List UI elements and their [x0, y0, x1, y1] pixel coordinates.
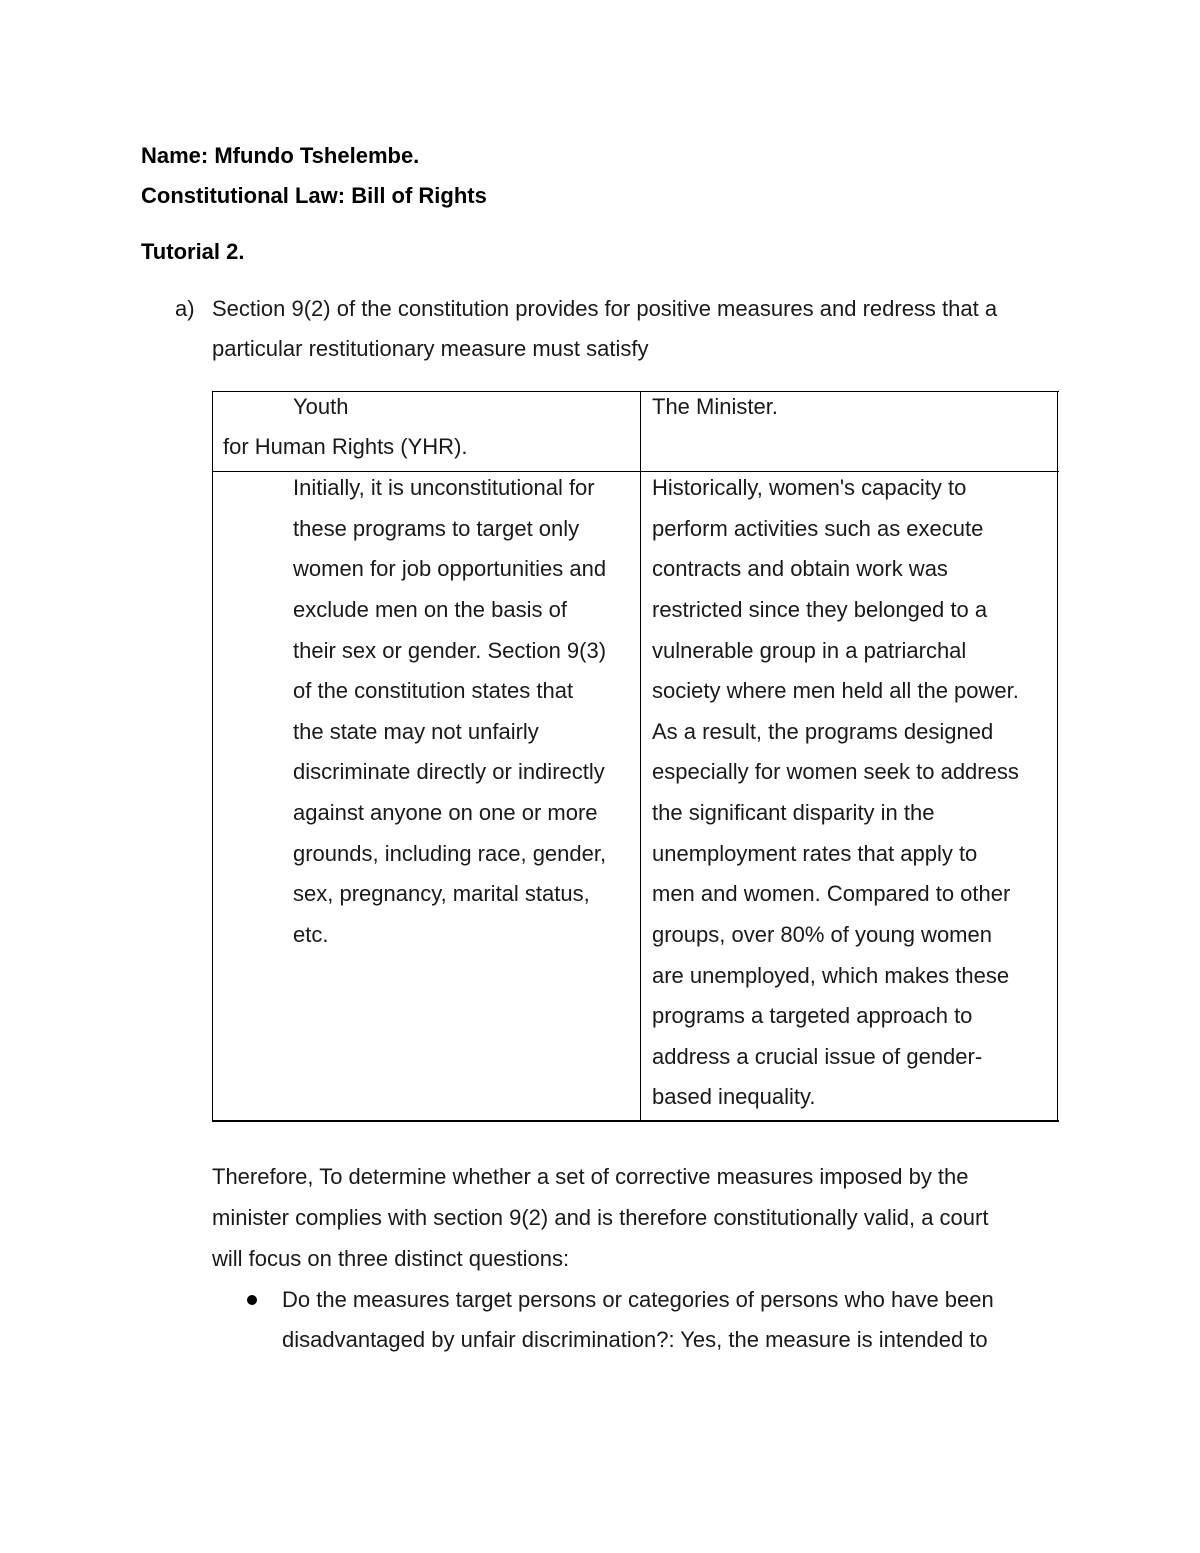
tutorial-title: Tutorial 2. — [141, 239, 245, 264]
table-cell-left-line: women for job opportunities and — [293, 556, 607, 581]
table-header-left: Youth — [293, 394, 349, 419]
table-cell-right-line: contracts and obtain work was — [652, 556, 948, 581]
table-cell-right-line: restricted since they belonged to a — [652, 597, 988, 622]
table-cell-right-line: based inequality. — [652, 1084, 816, 1109]
question-line: Section 9(2) of the constitution provides for positive measures and redress that a — [212, 296, 998, 321]
table-cell-left-line: of the constitution states that — [293, 678, 574, 703]
bullet-item-line: Do the measures target persons or categories of persons who have been — [282, 1287, 994, 1312]
table-cell-right-line: the significant disparity in the — [652, 800, 935, 825]
conclusion-line: will focus on three distinct questions: — [212, 1246, 570, 1271]
table-cell-right-line: unemployment rates that apply to — [652, 841, 978, 866]
table-cell-right-line: perform activities such as execute — [652, 516, 984, 541]
table-cell-left-line: discriminate directly or indirectly — [293, 759, 605, 784]
table-cell-right-line: especially for women seek to address — [652, 759, 1019, 784]
table-border-right — [1057, 391, 1058, 1121]
table-cell-left-line: grounds, including race, gender, — [293, 841, 607, 866]
table-border-middle — [640, 391, 641, 1121]
table-cell-left-line: exclude men on the basis of — [293, 597, 567, 622]
bullet-dot-icon — [247, 1295, 257, 1305]
table-cell-right-line: society where men held all the power. — [652, 678, 1019, 703]
bullet-item-line: disadvantaged by unfair discrimination?: Yes, the measure is intended to — [282, 1327, 988, 1352]
table-border-bottom — [212, 1120, 1059, 1122]
table-cell-right-line: Historically, women's capacity to — [652, 475, 967, 500]
table-header-left: for Human Rights (YHR). — [223, 434, 468, 459]
table-cell-right-line: men and women. Compared to other — [652, 881, 1011, 906]
table-border-header — [212, 471, 1059, 472]
question-line: particular restitutionary measure must satisfy — [212, 336, 649, 361]
course-title: Constitutional Law: Bill of Rights — [141, 183, 487, 208]
conclusion-line: Therefore, To determine whether a set of corrective measures imposed by the — [212, 1164, 969, 1189]
table-cell-left-line: their sex or gender. Section 9(3) — [293, 638, 607, 663]
question-marker: a) — [175, 296, 195, 321]
student-name: Name: Mfundo Tshelembe. — [141, 143, 420, 168]
table-header-right: The Minister. — [652, 394, 778, 419]
table-border-left — [212, 391, 213, 1121]
table-cell-right-line: are unemployed, which makes these — [652, 963, 1010, 988]
table-cell-right-line: address a crucial issue of gender- — [652, 1044, 983, 1069]
table-cell-left-line: against anyone on one or more — [293, 800, 598, 825]
table-cell-left-line: Initially, it is unconstitutional for — [293, 475, 595, 500]
table-cell-left-line: the state may not unfairly — [293, 719, 539, 744]
table-cell-right-line: As a result, the programs designed — [652, 719, 994, 744]
table-cell-right-line: groups, over 80% of young women — [652, 922, 992, 947]
table-cell-left-line: sex, pregnancy, marital status, — [293, 881, 590, 906]
table-cell-left-line: etc. — [293, 922, 329, 947]
table-cell-left-line: these programs to target only — [293, 516, 580, 541]
table-cell-right-line: programs a targeted approach to — [652, 1003, 973, 1028]
table-cell-right-line: vulnerable group in a patriarchal — [652, 638, 967, 663]
conclusion-line: minister complies with section 9(2) and is therefore constitutionally valid, a court — [212, 1205, 989, 1230]
